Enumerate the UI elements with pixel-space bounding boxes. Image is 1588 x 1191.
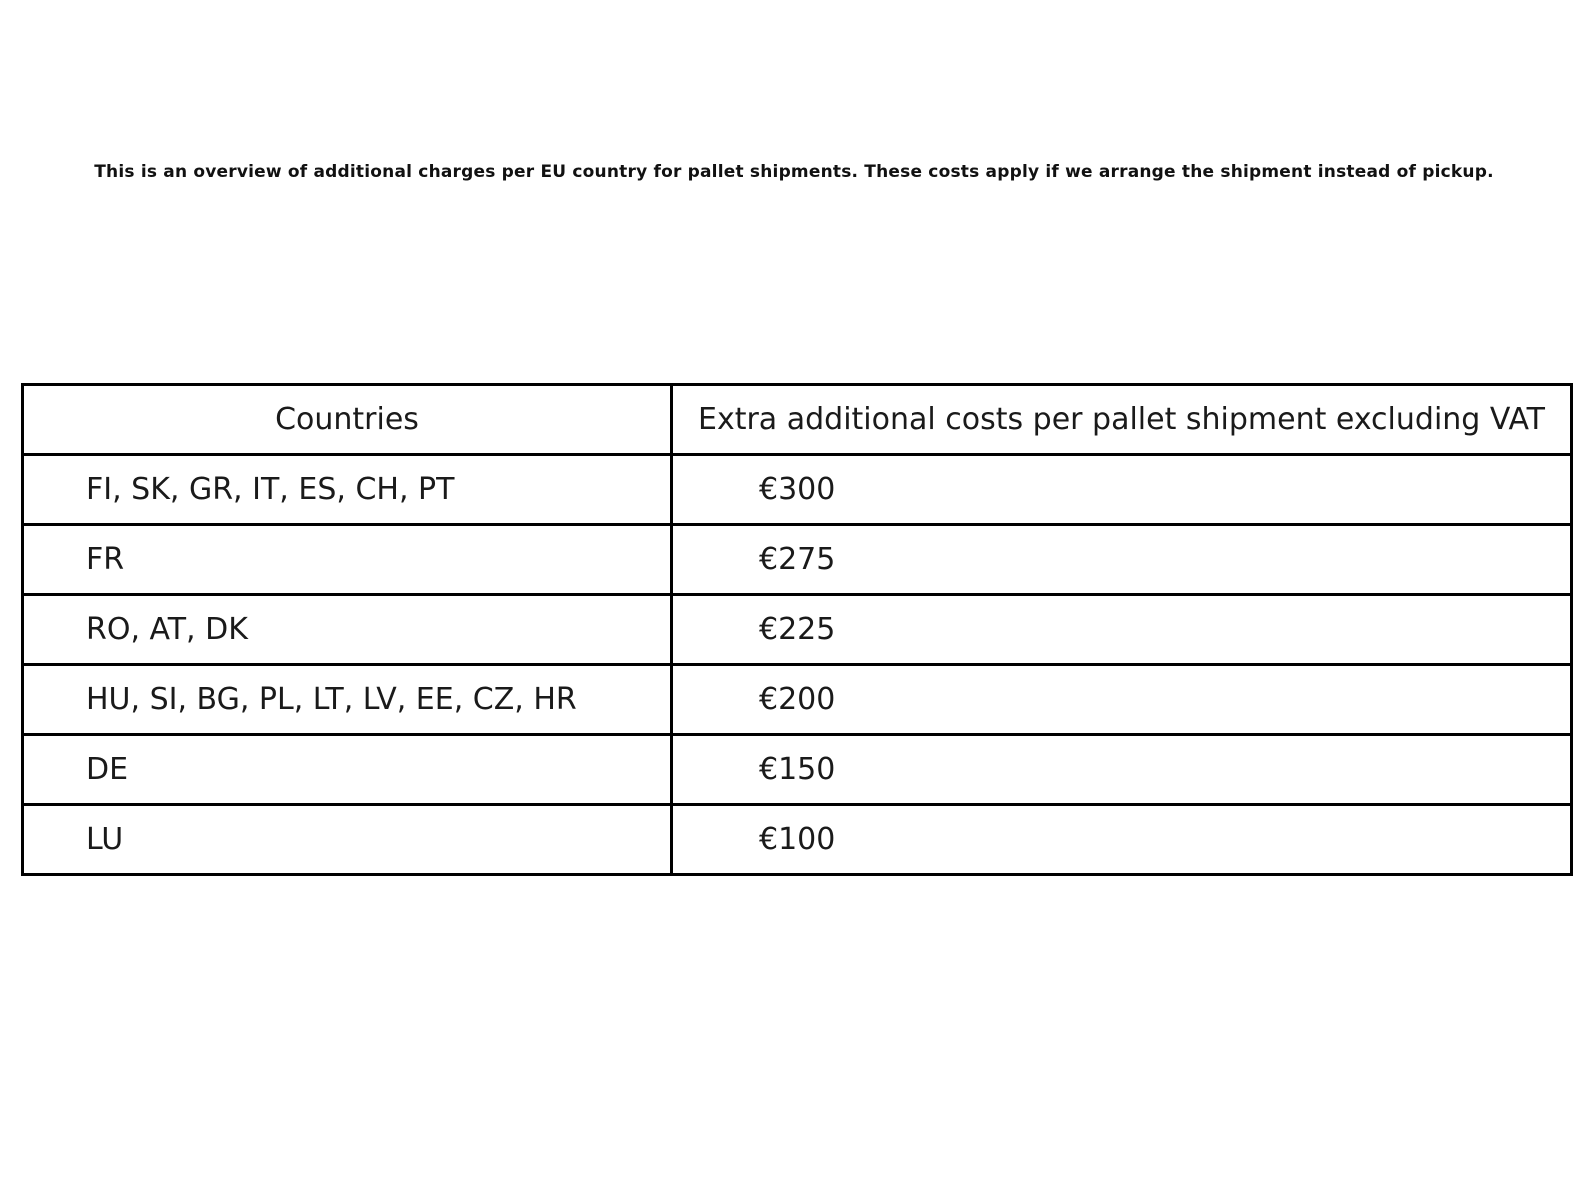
charges-table	[21, 383, 1573, 876]
cost-cell: €150	[672, 735, 1572, 805]
table-header-row	[23, 385, 1572, 455]
countries-cell: DE	[23, 735, 672, 805]
cost-cell: €275	[672, 525, 1572, 595]
table-row	[23, 595, 1572, 665]
countries-cell: RO, AT, DK	[23, 595, 672, 665]
table-row	[23, 805, 1572, 875]
cost-cell: €200	[672, 665, 1572, 735]
table-row	[23, 455, 1572, 525]
cost-cell: €225	[672, 595, 1572, 665]
header-cost: Extra additional costs per pallet shipment excluding VAT	[672, 385, 1572, 455]
countries-cell: FI, SK, GR, IT, ES, CH, PT	[23, 455, 672, 525]
table-row	[23, 665, 1572, 735]
countries-cell: LU	[23, 805, 672, 875]
intro-note: This is an overview of additional charges per EU country for pallet shipments. These costs apply if we arrange the shipment instead of pickup.	[94, 162, 1494, 182]
countries-cell: HU, SI, BG, PL, LT, LV, EE, CZ, HR	[23, 665, 672, 735]
cost-cell: €300	[672, 455, 1572, 525]
header-countries: Countries	[23, 385, 672, 455]
cost-cell: €100	[672, 805, 1572, 875]
countries-cell: FR	[23, 525, 672, 595]
table-row	[23, 525, 1572, 595]
table-row	[23, 735, 1572, 805]
